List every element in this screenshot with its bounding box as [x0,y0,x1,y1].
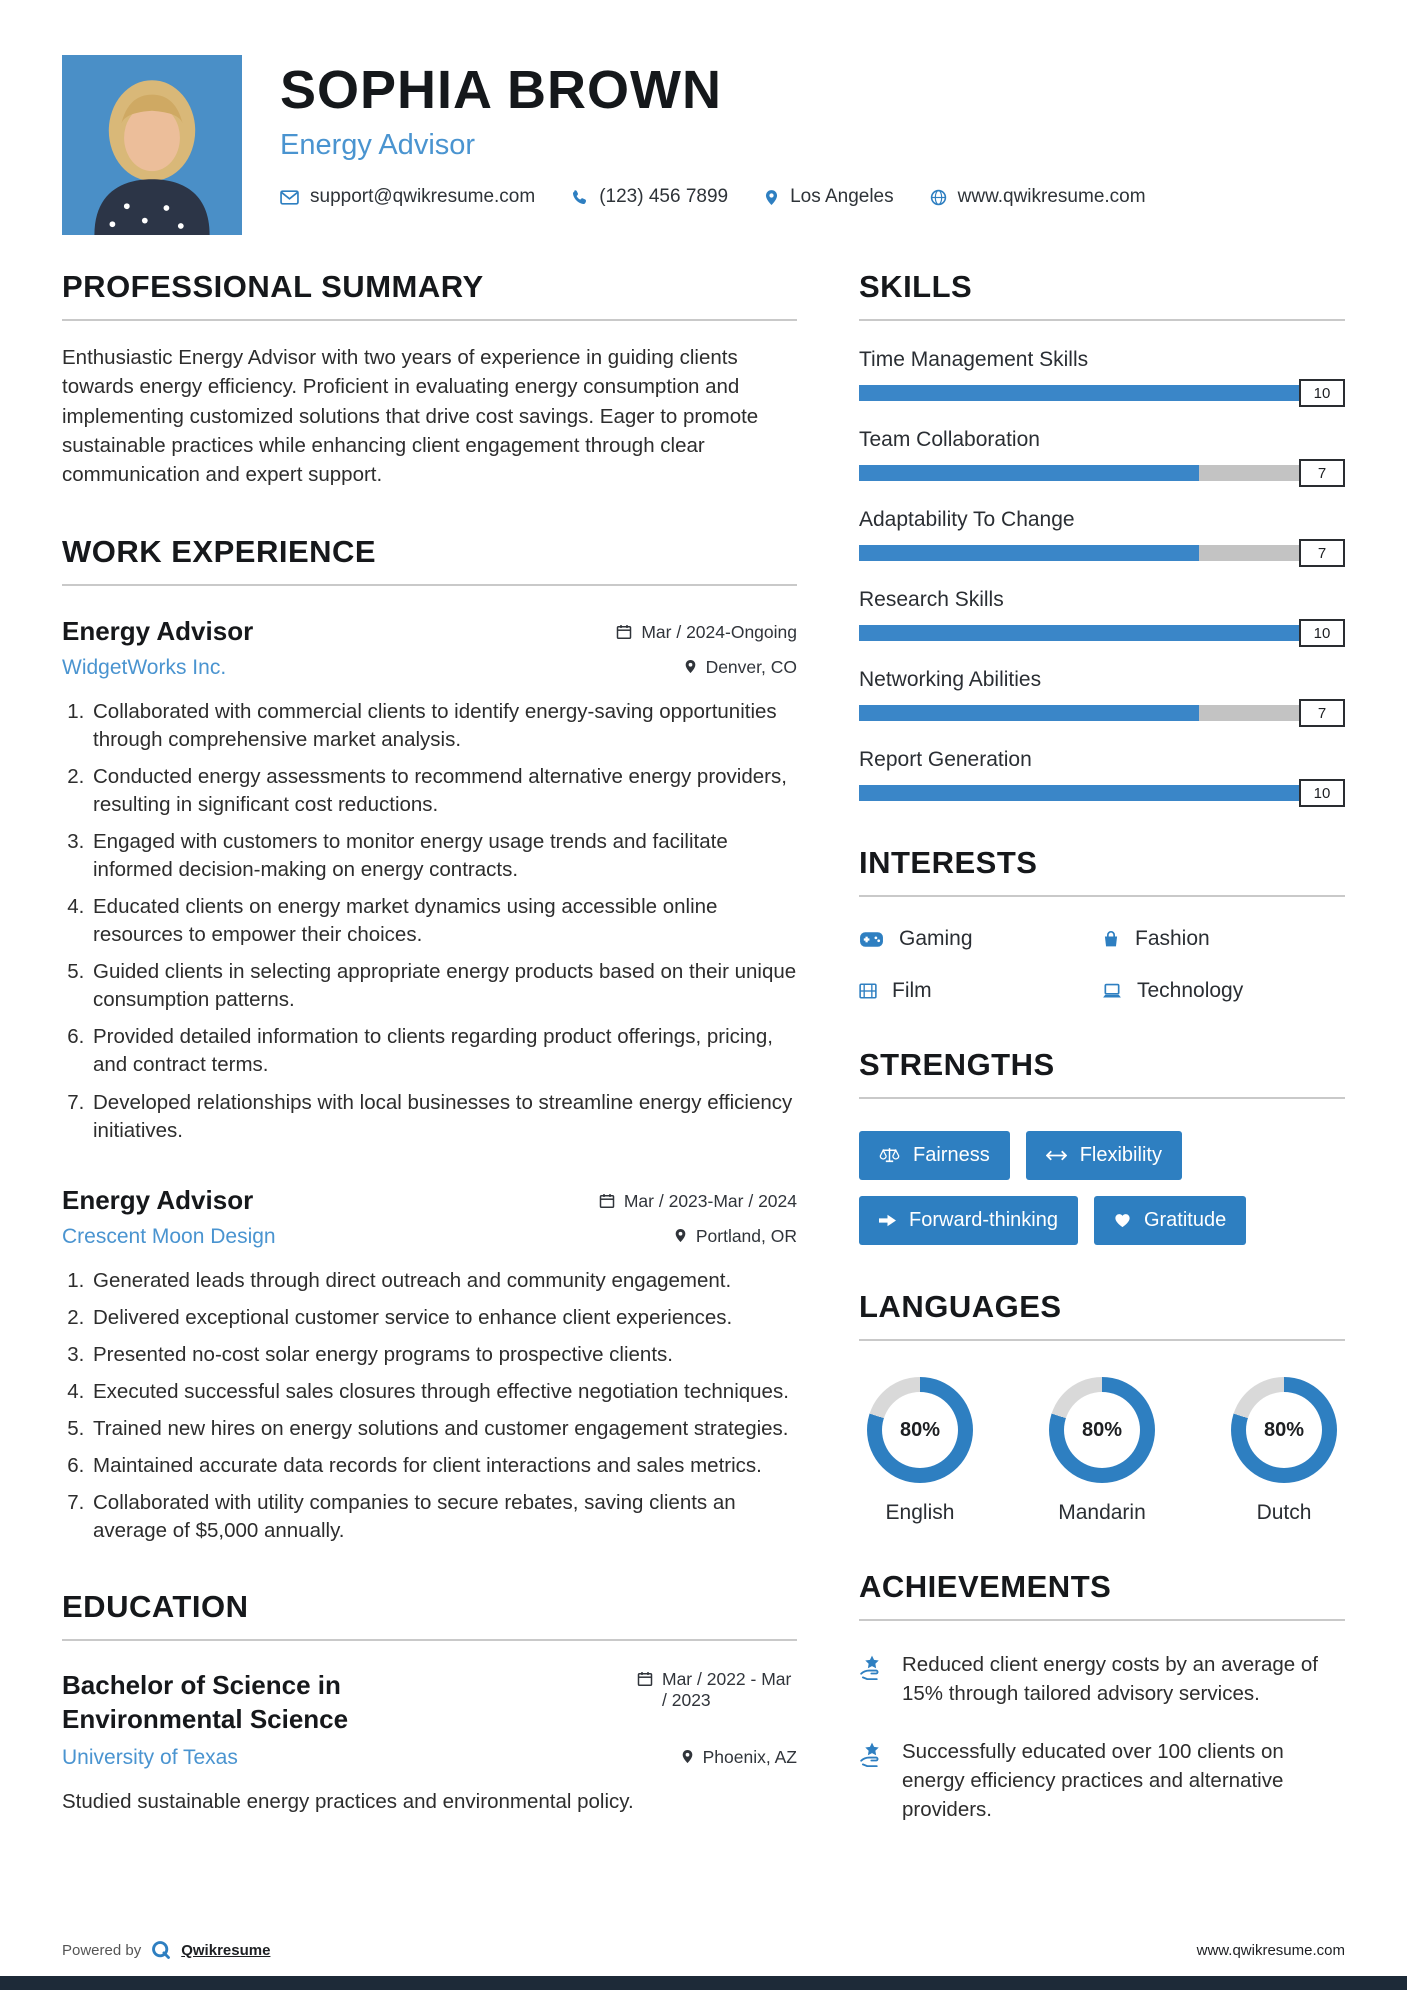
skills-heading: SKILLS [859,269,1345,321]
interest-item [1102,927,1345,951]
strengths-heading: STRENGTHS [859,1047,1345,1099]
job-dates [599,1191,797,1212]
section-skills [859,269,1345,801]
achievement-text: Successfully educated over 100 clients on energy efficiency practices and alternative providers. [902,1740,1284,1821]
company-link[interactable]: WidgetWorks Inc. [62,655,227,679]
education-heading: EDUCATION [62,1589,797,1641]
job-bullet: 1. Generated leads through direct outreach and community engagement. [90,1267,797,1295]
education-dates-text: Mar / 2022 - Mar / 2023 [662,1669,792,1711]
job-bullet: 3. Engaged with customers to monitor energy usage trends and facilitate informed decision-making on energy contracts. [90,828,797,884]
job-bullet: 3. Presented no-cost solar energy programs to prospective clients. [90,1341,797,1369]
contact-phone[interactable] [571,186,728,208]
strength-chip [859,1196,1078,1245]
calendar-icon [599,1193,615,1209]
skill-bar-fill [859,465,1199,481]
powered-by [62,1940,270,1960]
language-item [867,1377,973,1525]
footer [0,1940,1407,1976]
header-info [280,55,1146,235]
interest-label: Film [892,979,932,1002]
section-summary [62,269,797,490]
job-bullet: 5. Guided clients in selecting appropriate energy products based on their unique consumption patterns. [90,958,797,1014]
language-item [1049,1377,1155,1525]
education-location-text: Phoenix, AZ [702,1746,797,1767]
strength-chip [859,1131,1010,1180]
scales-icon [879,1147,900,1164]
job-location-text: Portland, OR [695,1225,797,1246]
language-donut-chart [867,1377,973,1483]
section-experience [62,534,797,1546]
header [62,55,1345,235]
job-sub [62,1225,797,1249]
skill-bar-fill [859,785,1345,801]
skill-value-badge: 7 [1299,699,1345,727]
qwikresume-brand-link[interactable]: Qwikresume [181,1941,271,1959]
pin-icon [764,189,779,206]
section-languages [859,1289,1345,1525]
language-label: Mandarin [1058,1501,1146,1524]
bottom-accent-bar [0,1976,1407,1990]
skill-bar-fill [859,625,1345,641]
profile-photo [62,55,242,235]
section-interests [859,845,1345,1003]
job-bullet: 4. Educated clients on energy market dynamics using accessible online resources to empower their choices. [90,893,797,949]
job-bullets [62,1267,797,1546]
contact-location [764,186,894,208]
section-strengths [859,1047,1345,1245]
skill-bar [859,785,1345,801]
job-location-text: Denver, CO [705,656,797,677]
job-head [62,1185,797,1216]
skill-bar-fill [859,385,1345,401]
education-location [681,1747,797,1768]
skill-bar-fill [859,545,1199,561]
job-bullet: 7. Collaborated with utility companies to secure rebates, saving clients an average of $5,000 annually. [90,1489,797,1545]
interests-grid [859,927,1345,1003]
contact-phone-text: (123) 456 7899 [599,186,729,207]
pin-icon [684,659,697,674]
skill-bar-fill [859,705,1199,721]
skill-bar [859,705,1345,721]
interest-item [859,979,1102,1003]
degree-title: Bachelor of Science in Environmental Science [62,1670,349,1735]
skill-name: Time Management Skills [859,348,1089,371]
achievement-text: Reduced client energy costs by an average of 15% through tailored advisory services. [902,1653,1318,1705]
left-right-arrow-icon [1046,1150,1067,1161]
calendar-icon [637,1671,653,1687]
strength-chip [1094,1196,1246,1245]
skill-name: Research Skills [859,588,1004,611]
school-link[interactable]: University of Texas [62,1745,238,1769]
strength-chip [1026,1131,1182,1180]
job-bullets [62,698,797,1145]
job-head [62,616,797,647]
award-star-hand-icon [859,1741,885,1767]
film-icon [859,982,877,1000]
contact-website-text: www.qwikresume.com [957,186,1146,207]
strength-label: Flexibility [1079,1144,1162,1166]
language-donut-chart [1231,1377,1337,1483]
education-description: Studied sustainable energy practices and environmental policy. [62,1789,634,1813]
handbag-icon [1102,930,1120,948]
education-head [62,1669,797,1737]
language-percent: 80% [1064,1392,1140,1468]
achievement-item [859,1651,1345,1708]
job-bullet: 5. Trained new hires on energy solutions and customer engagement strategies. [90,1415,797,1443]
skill-name: Adaptability To Change [859,508,1075,531]
job-bullet: 1. Collaborated with commercial clients to identify energy-saving opportunities through comprehensive market analysis. [90,698,797,754]
strength-chips [859,1131,1345,1245]
language-label: English [885,1501,955,1524]
job-bullet: 4. Executed successful sales closures through effective negotiation techniques. [90,1378,797,1406]
candidate-title: Energy Advisor [280,129,476,161]
skill-bar [859,545,1345,561]
phone-icon [571,189,588,206]
languages-heading: LANGUAGES [859,1289,1345,1341]
skill-bar [859,465,1345,481]
contact-email[interactable] [280,186,535,208]
candidate-name: SOPHIA BROWN [280,60,722,120]
skill-name: Networking Abilities [859,668,1042,691]
contact-email-text: support@qwikresume.com [310,186,536,207]
job-location [684,657,797,678]
job-entry [62,1185,797,1546]
globe-icon [930,189,947,206]
interest-item [1102,979,1345,1003]
skill-item [859,348,1345,401]
interest-label: Technology [1137,979,1244,1002]
laptop-icon [1102,983,1122,999]
skill-item [859,748,1345,801]
contact-location-text: Los Angeles [790,186,894,207]
strength-label: Forward-thinking [909,1209,1058,1231]
language-item [1231,1377,1337,1525]
right-column [859,269,1345,1868]
calendar-icon [616,624,632,640]
strength-label: Gratitude [1143,1209,1227,1231]
qwikresume-logo-icon [151,1940,171,1960]
job-bullet: 2. Delivered exceptional customer service to enhance client experiences. [90,1304,797,1332]
section-achievements [859,1569,1345,1824]
job-location [674,1226,797,1247]
contact-row [280,186,1146,208]
job-dates-text: Mar / 2024-Ongoing [641,621,797,642]
job-bullet: 6. Provided detailed information to clients regarding product offerings, pricing, and contract terms. [90,1023,797,1079]
interests-heading: INTERESTS [859,845,1345,897]
summary-text: Enthusiastic Energy Advisor with two years of experience in guiding clients towards energy efficiency. Proficient in evaluating energy consumption and implementing customized solutions that drive cost savings. Eager to promote sustainable practices while enhancing client engagement through clear communication and expert support. [62,346,759,487]
job-sub [62,656,797,680]
achievement-item [859,1738,1345,1824]
education-dates [637,1669,797,1737]
arrow-right-icon [879,1214,896,1227]
company-link[interactable]: Crescent Moon Design [62,1224,276,1248]
strength-label: Fairness [913,1144,990,1166]
skill-value-badge: 7 [1299,539,1345,567]
skill-value-badge: 7 [1299,459,1345,487]
left-column [62,269,797,1868]
skill-value-badge: 10 [1299,779,1345,807]
heart-icon [1114,1213,1131,1228]
job-entry [62,616,797,1145]
job-bullet: 7. Developed relationships with local businesses to streamline energy efficiency initiatives. [90,1089,797,1145]
language-label: Dutch [1256,1501,1312,1524]
skill-bar [859,625,1345,641]
skill-item [859,588,1345,641]
job-bullet: 2. Conducted energy assessments to recommend alternative energy providers, resulting in significant cost reductions. [90,763,797,819]
skill-bar [859,385,1345,401]
skill-item [859,668,1345,721]
interest-label: Gaming [899,927,973,950]
job-dates [616,622,797,643]
achievements-heading: ACHIEVEMENTS [859,1569,1345,1621]
language-percent: 80% [882,1392,958,1468]
skill-name: Team Collaboration [859,428,1040,451]
experience-heading: WORK EXPERIENCE [62,534,797,586]
job-title: Energy Advisor [62,615,254,646]
education-sub [62,1746,797,1770]
section-education [62,1589,797,1814]
languages-row [859,1377,1345,1525]
language-donut-chart [1049,1377,1155,1483]
interest-item [859,927,1102,951]
skill-value-badge: 10 [1299,379,1345,407]
skill-item [859,428,1345,481]
main-columns [62,269,1345,1868]
contact-website[interactable] [930,186,1146,208]
job-title: Energy Advisor [62,1184,254,1215]
pin-icon [674,1228,687,1243]
skill-item [859,508,1345,561]
language-percent: 80% [1246,1392,1322,1468]
job-bullet: 6. Maintained accurate data records for client interactions and sales metrics. [90,1452,797,1480]
powered-by-text: Powered by [62,1941,142,1959]
gamepad-icon [859,931,884,948]
email-icon [280,190,299,205]
interest-label: Fashion [1135,927,1210,950]
award-star-hand-icon [859,1654,885,1680]
skill-value-badge: 10 [1299,619,1345,647]
footer-website-link[interactable]: www.qwikresume.com [1196,1941,1345,1959]
pin-icon [681,1749,694,1764]
summary-heading: PROFESSIONAL SUMMARY [62,269,797,321]
skill-name: Report Generation [859,748,1032,771]
job-dates-text: Mar / 2023-Mar / 2024 [623,1190,797,1211]
